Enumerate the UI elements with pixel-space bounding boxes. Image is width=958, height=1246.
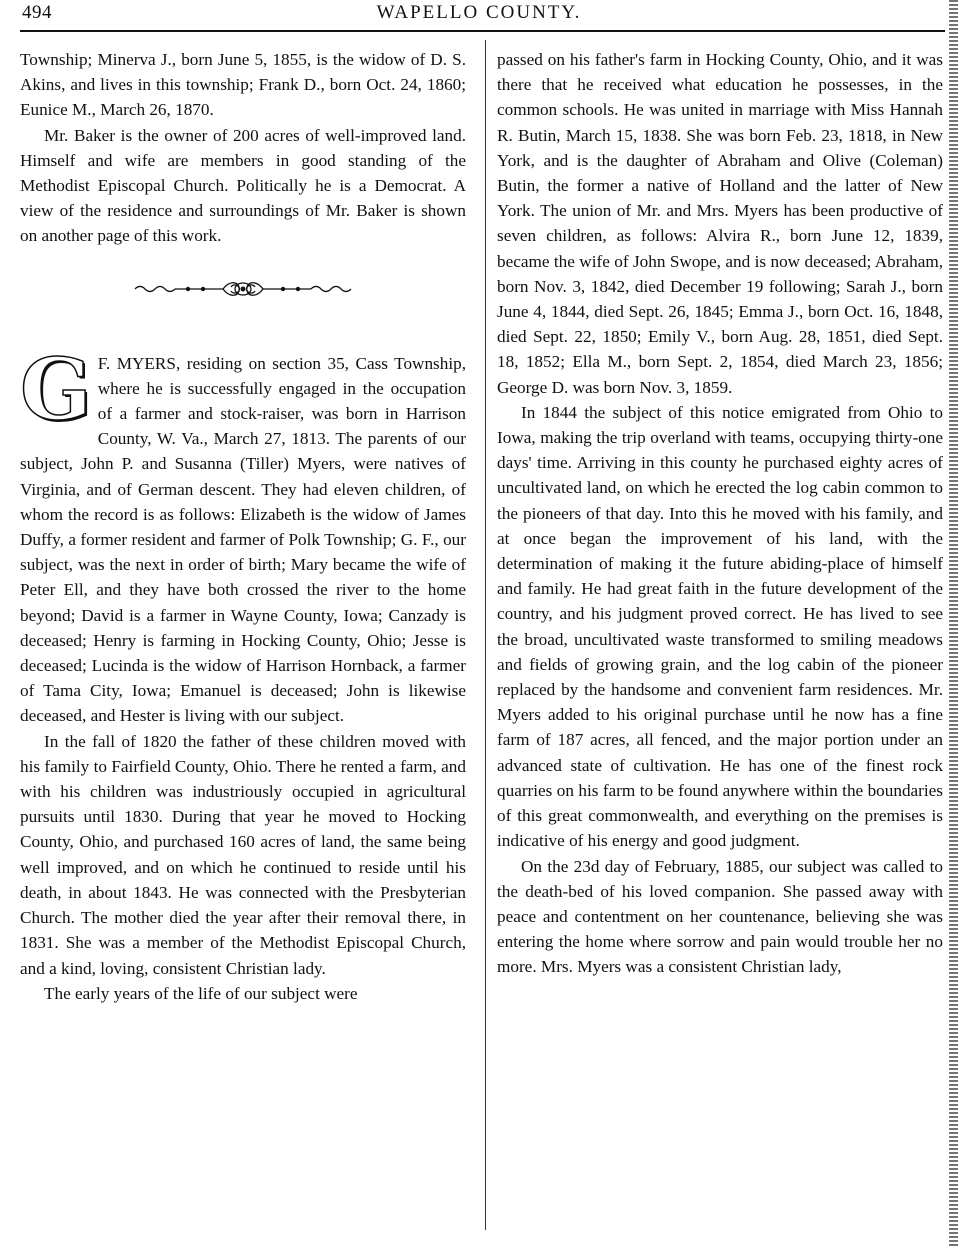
section-ornament <box>20 249 466 329</box>
paragraph-marriage-children: passed on his father's farm in Hocking County, Ohio, and it was there that he received what education he possesses, in the common schools. He was united in marriage with Miss Hannah R. Butin, March 15, 1838. She was born Feb. 23, 1818, in New York, and is the daughter of Abraham and Olive (Coleman) Butin, the former a native of Holland and the latter of New York. The union of Mr. and Mrs. Myers has been productive of seven children, as follows: Alvira R., born June 12, 1839, became the wife of John Swope, and is now deceased; Abraham, born Nov. 3, 1842, died December 19 following; Sarah J., born June 4, 1844, died Sept. 26, 1845; Emma J., born Oct. 16, 1848, died Sept. 22, 1850; Emily V., born Aug. 28, 1851, died Sept. 18, 1852; Ella M., born Sept. 2, 1854, died March 23, 1856; George D. was born Nov. 3, 1859. <box>497 50 943 397</box>
paragraph-early-years: The early years of the life of our subject were <box>44 983 358 1003</box>
page-header <box>0 0 958 36</box>
paragraph-emigration-iowa: In 1844 the subject of this notice emigrated from Ohio to Iowa, making the trip overland with teams, occupying thirty-one days' time. Arriving in this county he purchased eighty acres of uncultivated land, on which he erected the log cabin common to the pioneers of that day. Into this he moved with his family, and at once began the improvement of his land, with the determination of making it the future abiding-place of himself and family. He had great faith in the future development of the country, and his judgment proved correct. He has lived to see the broad, uncultivated waste transformed to smiling meadows and fields of growing grain, and the log cabin of the pioneer replaced by the handsome and convenient farm residences. Mr. Myers added to his original purchase until he now has a fine farm of 187 acres, all fenced, and the major portion under an advanced state of cultivation. He has one of the finest rock quarries on his farm to be found anywhere within the boundaries of this great commonwealth, and everything on the premises is indicative of his energy and good judgment. <box>497 402 943 851</box>
running-head: WAPELLO COUNTY. <box>376 2 582 23</box>
drop-cap-letter: G <box>20 339 92 439</box>
ornament-divider-icon <box>133 278 353 300</box>
left-column <box>20 47 466 1006</box>
column-divider <box>485 40 486 1230</box>
header-rule <box>20 30 945 32</box>
page-number: 494 <box>22 2 52 23</box>
paragraph-myers-intro: F. MYERS, residing on section 35, Cass Township, where he is successfully engaged in the occupation of a farmer and stock-raiser, was born in Harrison County, W. Va., March 27, 1813. The parents of our subject, John P. and Susanna (Tiller) Myers, were natives of Virginia, and of German descent. They had eleven children, of whom the record is as follows: Elizabeth is the widow of James Duffy, a former resident and farmer of Polk Township; G. F., our subject, was the next in order of birth; Mary became the wife of Peter Ell, and they have both crossed the river to the home beyond; David is a farmer in Wayne County, Iowa; Canzady is deceased; Henry is farming in Hocking County, Ohio; Jesse is deceased; Lucinda is the widow of Harrison Hornback, a farmer of Tama City, Iowa; Emanuel is deceased; John is likewise deceased, and Hester is living with our subject. <box>20 353 466 726</box>
right-column <box>497 47 943 980</box>
paragraph-death-of-wife: On the 23d day of February, 1885, our subject was called to the death-bed of his loved companion. She passed away with peace and contentment on her countenance, believing she was entering the home where sorrow and pain would trouble her no more. Mrs. Myers was a consistent Christian lady, <box>497 856 943 977</box>
paragraph-baker-land: Mr. Baker is the owner of 200 acres of well-improved land. Himself and wife are members in good standing of the Methodist Episcopal Church. Politically he is a Democrat. A view of the residence and surroundings of Mr. Baker is shown on another page of this work. <box>20 125 466 246</box>
paragraph-father-ohio: In the fall of 1820 the father of these children moved with his family to Fairfield County, Ohio. There he rented a farm, and with his children was industriously occupied in agricultural pursuits until 1830. During that year he moved to Hocking County, Ohio, and purchased 160 acres of land, the same being well improved, and on which he continued to reside until his death, in about 1843. He was connected with the Presbyterian Church. The mother died the year after their removal there, in 1831. She was a member of the Methodist Episcopal Church, and a kind, loving, consistent Christian lady. <box>20 731 466 978</box>
binding-edge <box>949 0 958 1246</box>
paragraph-continuation: Township; Minerva J., born June 5, 1855, is the widow of D. S. Akins, and lives in this township; Frank D., born Oct. 24, 1860; Eunice M., March 26, 1870. <box>20 50 466 120</box>
myers-biography-opening <box>20 339 466 729</box>
